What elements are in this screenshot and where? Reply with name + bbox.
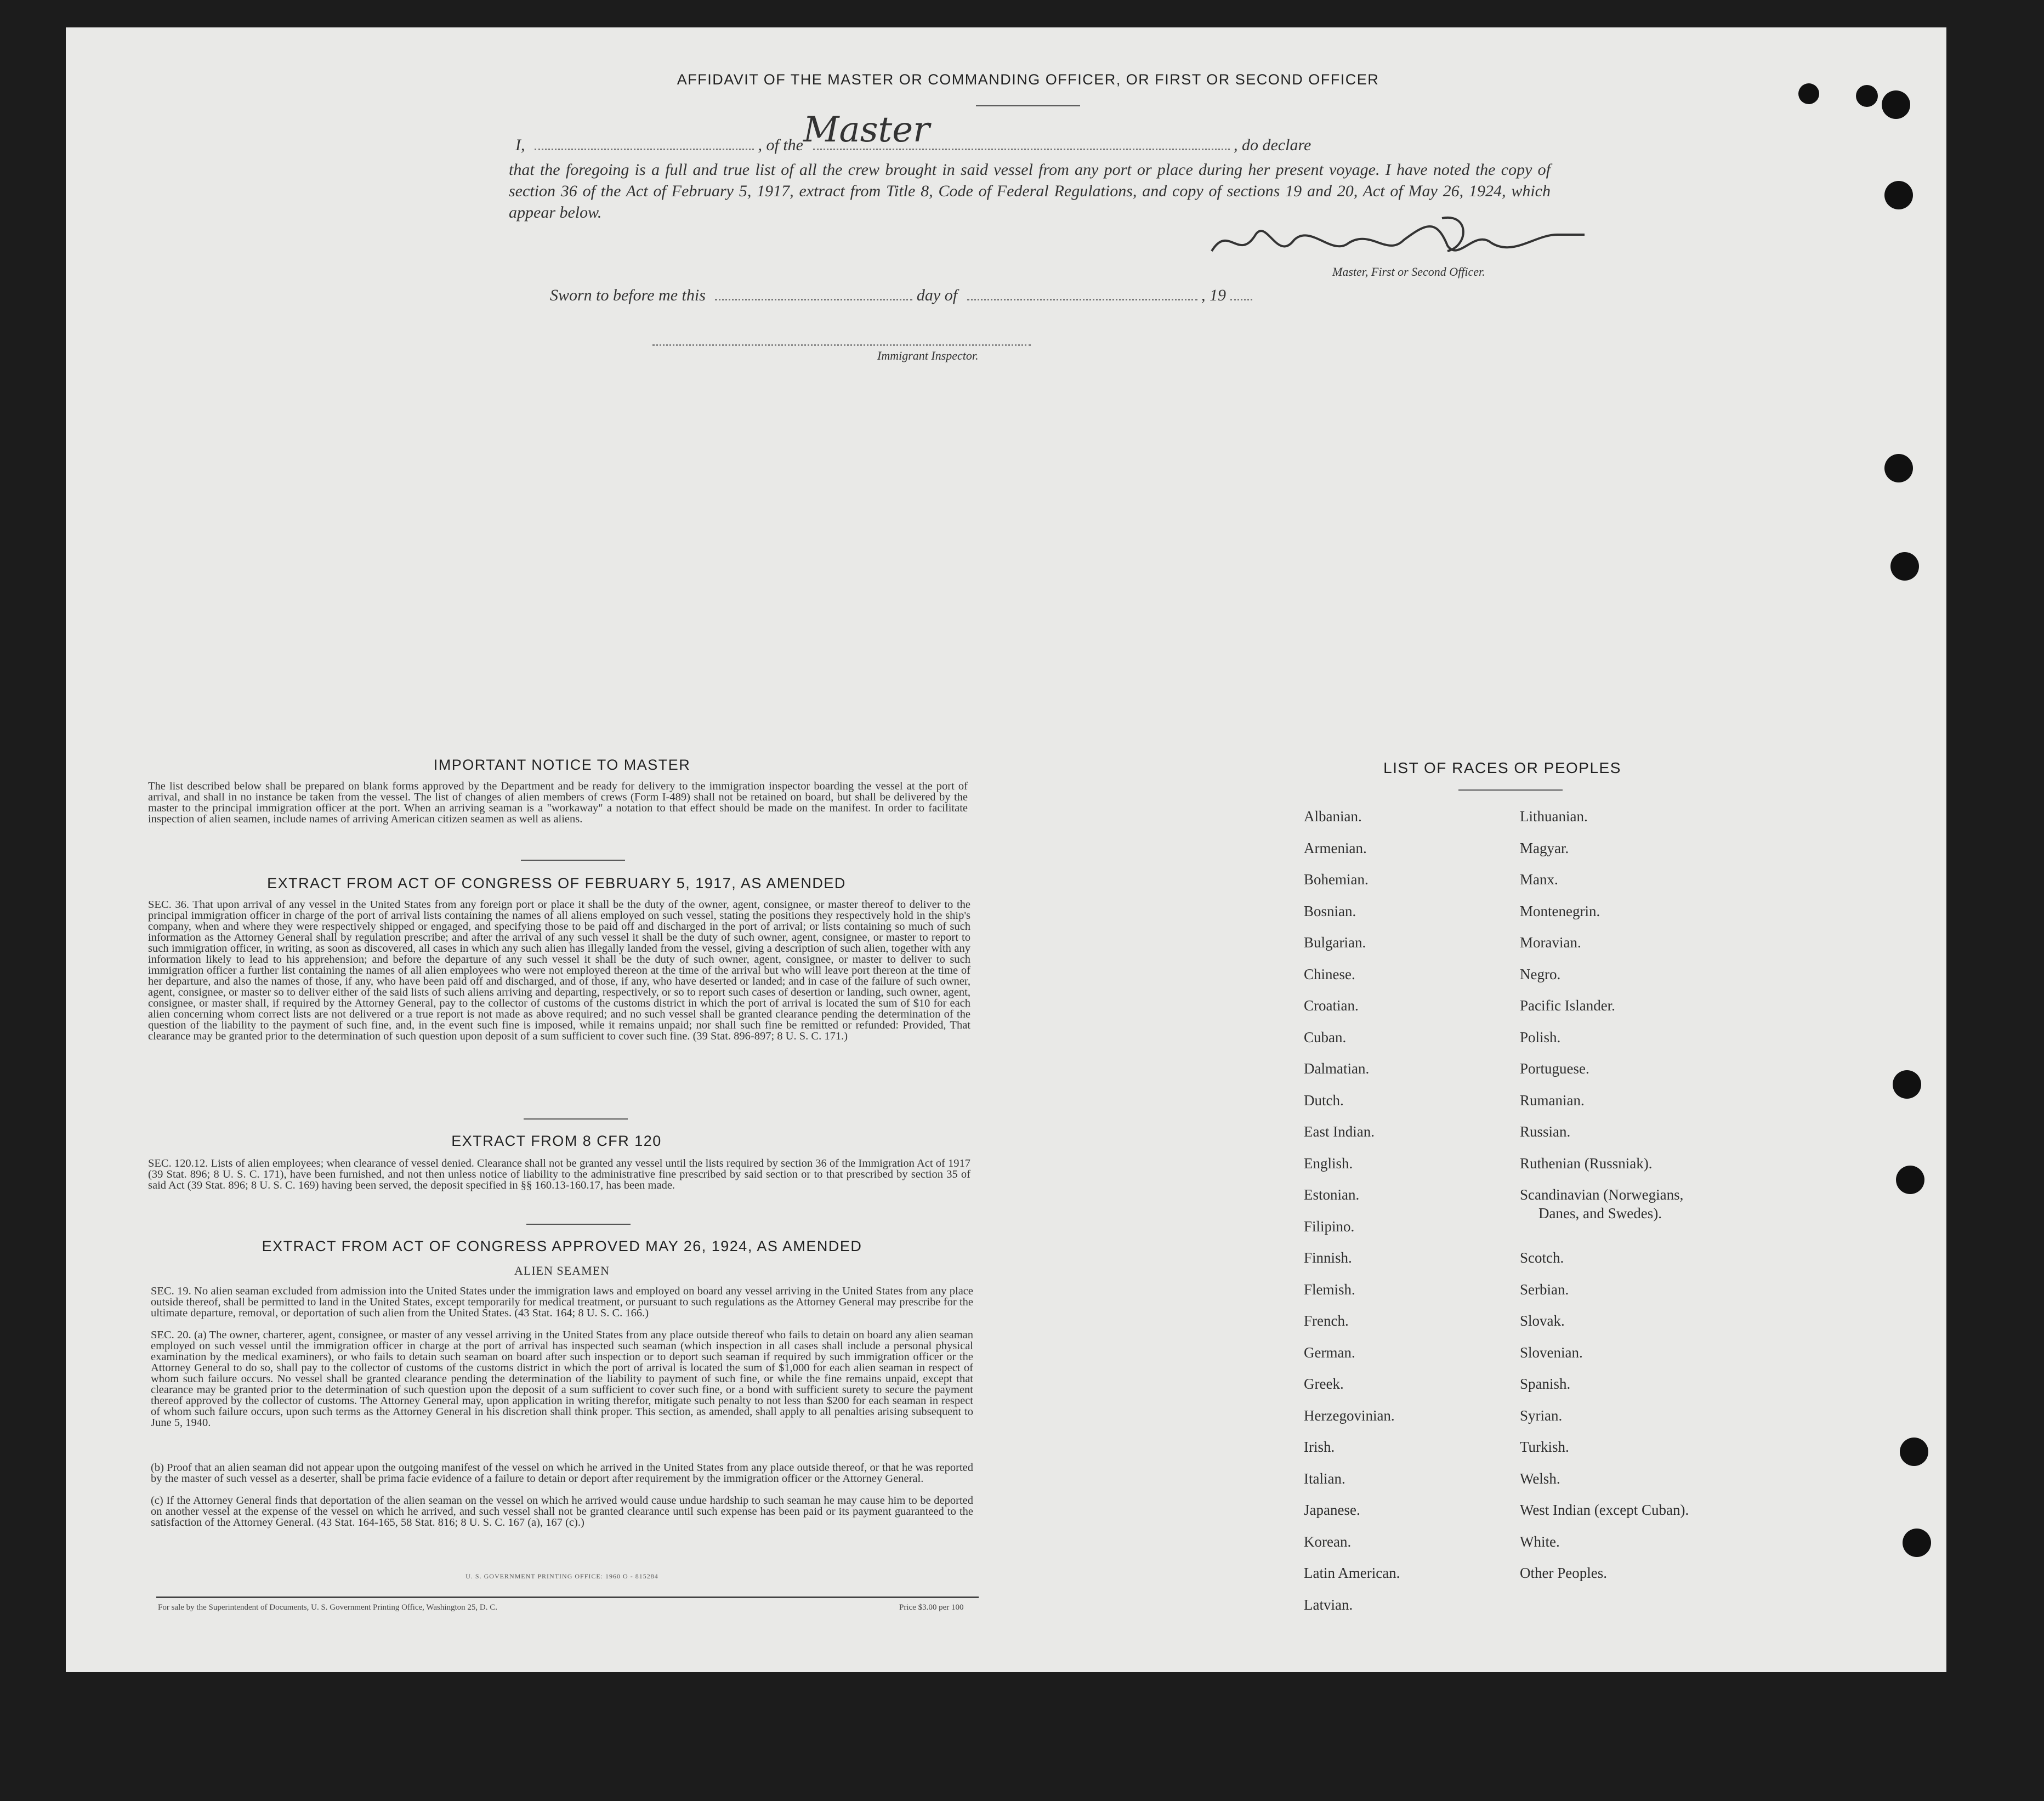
extract-cfr-body: SEC. 120.12. Lists of alien employees; when clearance of vessel denied. Clearance shall not be granted any vessel until the lists required by section 36 of the Immigration Act of 1917 (39 Stat. 896; 8 U. S. C. 171), have been furnished, and not then unless notice of liability to the administrative fine prescribed by said section or to that prescribed by section 35 of said Act (39 Stat. 896; 8 U. S. C. 169) having been served, the deposit specified in §§ 160.13-160.17, has been made. [148,1157,970,1191]
punch-hole [1900,1438,1928,1466]
price-notice: Price $3.00 per 100 [899,1603,964,1612]
race-item: Ruthenian (Russniak). [1520,1155,1653,1172]
race-item: Lithuanian. [1520,808,1588,825]
race-item: Russian. [1520,1123,1571,1140]
race-item: Latvian. [1304,1596,1353,1613]
race-item: Herzegovinian. [1304,1407,1395,1424]
race-item: Slovenian. [1520,1344,1583,1361]
extract-1924-subtitle: ALIEN SEAMEN [514,1264,610,1277]
section-divider [521,860,625,861]
race-item: Japanese. [1304,1502,1360,1518]
extract-cfr-title: EXTRACT FROM 8 CFR 120 [451,1133,662,1149]
race-item: Turkish. [1520,1439,1569,1455]
race-item: Bohemian. [1304,871,1369,888]
declaration-body: that the foregoing is a full and true list of all the crew brought in said vessel from any port or place during her present voyage. I have noted the copy of section 36 of the Act of February 5, 1917, extract from Title 8, Code of Federal Regulations, and copy of sections 19 and 20, Act of May 26, 1924, which appear below. [509,161,1551,221]
sworn-year-blank [1230,298,1252,300]
printing-office-imprint: U. S. GOVERNMENT PRINTING OFFICE: 1960 O - 815284 [465,1572,658,1580]
declaration-prefix: I, [515,136,525,154]
punch-hole [1884,181,1913,209]
extract-1924-sec19: SEC. 19. No alien seaman excluded from admission into the United States under the immigration laws and employed on board any vessel arriving in the United States from any place outside thereof, shall be permitted to land in the United States, except temporarily for medical treatment, or pursuant to such regulations as the Attorney General may prescribe for the ultimate departure, removal, or deportation of such alien from the United States. (43 Stat. 164; 8 U. S. C. 166.) [151,1285,973,1319]
race-item: Moravian. [1520,934,1581,951]
race-item: Croatian. [1304,997,1359,1014]
race-item: Albanian. [1304,808,1362,825]
declaration-of: , of the [758,136,803,154]
race-item: Bosnian. [1304,902,1356,919]
punch-hole [1798,83,1819,104]
punch-hole [1884,454,1913,482]
sworn-day-blank [715,298,912,300]
punch-hole [1896,1166,1924,1194]
race-item: Flemish. [1304,1281,1355,1298]
races-left-column [1304,808,1400,1628]
extract-1924-sec20b: (b) Proof that an alien seaman did not appear upon the outgoing manifest of the vessel on which he arrived in the United States from any place outside thereof, or that he was reported by the master of such vessel as a deserter, shall be prima facie evidence of a failure to detain or deport after requirement by the immigration officer or the Attorney General. [151,1462,973,1485]
sworn-month-blank [967,298,1197,300]
punch-hole [1893,1070,1921,1099]
footer-rule [156,1597,979,1598]
race-item: Portuguese. [1520,1060,1589,1077]
race-item: Manx. [1520,871,1558,888]
race-item: Scandinavian (Norwegians, [1520,1186,1684,1203]
race-item: Other Peoples. [1520,1565,1607,1581]
race-item: Rumanian. [1520,1092,1585,1109]
race-item: Filipino. [1304,1218,1355,1235]
race-item: Montenegrin. [1520,902,1600,919]
race-item: West Indian (except Cuban). [1520,1502,1689,1518]
races-right-column [1520,808,1689,1597]
race-item: English. [1304,1155,1353,1172]
race-item: Negro. [1520,965,1561,982]
extract-1924-sec20a: SEC. 20. (a) The owner, charterer, agent, consignee, or master of any vessel arriving in the United States from any place outside thereof who fails to detain on board any alien seaman employed on such vessel until the immigration officer in charge at the port of arrival has inspected such seaman (which inspection in all cases shall include a personal physical examination by the medical examiners), or who fails to detain such seaman on board after such inspection or to deport such seaman if required by such immigration officer or the Attorney General to do so, shall pay to the collector of customs of the customs district in which the port of arrival is located the sum of $1,000 for each alien seaman in respect of whom such failure occurs. No vessel shall be granted clearance pending the determination of the liability to payment of such fine, or while the fine remains unpaid, except that clearance may be granted prior to the determination of such question upon the deposit of a sum sufficient to cover such fine, or a bond with sufficient surety to secure the payment thereof approved by the collector of customs. The Attorney General may, upon application in writing therefor, mitigate such penalty to not less than $200 for each seaman in respect of whom such failure occurs, upon such terms as the Attorney General in his discretion shall think proper. This section, as amended, shall apply to all penalties arising subsequent to June 5, 1940. [151,1329,973,1429]
notice-body: The list described below shall be prepared on blank forms approved by the Department and be ready for delivery to the immigration inspector boarding the vessel at the port of arrival, and shall in no instance be taken from the vessel. The list of changes of alien members of crews (Form I-489) shall not be retained on board, but shall be delivered by the master to the principal immigration officer at the port. When an arriving seaman is a "workaway" a notation to that effect should be made on the manifest. In order to facilitate inspection of alien seamen, include names of arriving American citizen seamen as well as aliens. [148,780,968,825]
signature-name [1212,225,1541,247]
sworn-prefix: Sworn to before me this [550,286,706,304]
title-divider [976,105,1080,106]
race-item: Scotch. [1520,1249,1564,1266]
race-item: East Indian. [1304,1123,1375,1140]
inspector-caption: Immigrant Inspector. [877,349,979,362]
race-item: Bulgarian. [1304,934,1366,951]
race-item: Polish. [1520,1029,1561,1046]
extract-1924-sec20c: (c) If the Attorney General finds that deportation of the alien seaman on the vessel on which he arrived would cause undue hardship to such seaman he may cause him to be deported on another vessel at the expense of the vessel on which he arrived, and such vessel shall not be granted clearance until such expense has been paid or its payment guaranteed to the satisfaction of the Attorney General. (43 Stat. 164-165, 58 Stat. 816; 8 U. S. C. 167 (a), 167 (c).) [151,1495,973,1529]
race-item-continued: Danes, and Swedes). [1538,1205,1662,1222]
race-item: Spanish. [1520,1376,1571,1392]
race-item: White. [1520,1533,1560,1550]
race-item: French. [1304,1313,1349,1329]
race-item: Pacific Islander. [1520,997,1615,1014]
races-divider [1458,789,1563,791]
section-divider [524,1118,628,1120]
race-item: Dalmatian. [1304,1060,1370,1077]
race-item: Finnish. [1304,1249,1352,1266]
race-item: Italian. [1304,1470,1345,1487]
handwritten-title: Master [803,110,930,150]
races-title: LIST OF RACES OR PEOPLES [1383,759,1621,776]
sworn-day-label: day of [916,286,958,304]
race-item: Chinese. [1304,965,1355,982]
race-item: Latin American. [1304,1565,1400,1581]
punch-hole [1890,552,1919,581]
notice-title: IMPORTANT NOTICE TO MASTER [433,757,691,773]
race-item: Magyar. [1520,839,1569,856]
race-item: Irish. [1304,1439,1335,1455]
extract-1917-body: SEC. 36. That upon arrival of any vessel in the United States from any foreign port or place it shall be the duty of the owner, agent, consignee, or master thereof to deliver to the principal immigration officer in charge of the port of arrival lists containing the names of all aliens employed on such vessel, stating the positions they respectively hold in the ship's company, when and where they were respectively shipped or engaged, and specifying those to be paid off and discharged in the port of arrival; or lists containing so much of such information as the Attorney General shall by regulation prescribe; and after the arrival of any such vessel it shall be the duty of such owner, agent, consignee, or master to report to such immigration officer, in writing, as soon as discovered, all cases in which any such alien has illegally landed from the vessel, giving a description of such alien, together with any information likely to lead to his apprehension; and before the departure of any such vessel it shall be the duty of such owner, agent, consignee, or master to deliver to such immigration officer a further list containing the names of all alien employees who were not employed thereon at the time of the arrival but who will leave port thereon at the time of her departure, and also the names of those, if any, who have been paid off and discharged, and of those, if any, who have deserted or landed; and in case of the failure of such owner, agent, consignee, or master so to deliver either of the said lists of such aliens arriving and departing, respectively, or so to report such cases of desertion or landing, such owner, agent, consignee, or master shall, if required by the Attorney General, pay to the collector of customs of the customs district in which the port of arrival is located the sum of $10 for each alien concerning whom correct lists are not delivered or a true report is not made as above required; and no such vessel shall be granted clearance pending the determination of the question of the liability to the payment of such fine, and, in the event such fine is imposed, while it remains unpaid; nor shall such fine be remitted or refunded: Provided, That clearance may be granted prior to the determination of such question upon deposit of a sum sufficient to cover such fine. (39 Stat. 896-897; 8 U. S. C. 171.) [148,899,970,1042]
race-item: Korean. [1304,1533,1352,1550]
punch-hole [1882,90,1910,119]
race-item: Welsh. [1520,1470,1560,1487]
signature-caption: Master, First or Second Officer. [1332,265,1485,279]
race-item: Greek. [1304,1376,1344,1392]
race-item: Cuban. [1304,1029,1347,1046]
race-item: Serbian. [1520,1281,1569,1298]
race-item: Armenian. [1304,839,1367,856]
declaration-suffix: , do declare [1234,136,1311,154]
sworn-line [550,286,1318,308]
extract-1924-title: EXTRACT FROM ACT OF CONGRESS APPROVED MAY 26, 1924, AS AMENDED [262,1238,862,1254]
for-sale-notice: For sale by the Superintendent of Documents, U. S. Government Printing Office, Washington 25, D. C. [158,1603,497,1612]
race-item: Estonian. [1304,1186,1360,1203]
punch-hole [1856,85,1878,107]
punch-hole [1903,1529,1931,1557]
race-item: Slovak. [1520,1313,1565,1329]
affidavit-title: AFFIDAVIT OF THE MASTER OR COMMANDING OFFICER, OR FIRST OR SECOND OFFICER [677,71,1379,88]
declaration-line [515,136,1552,158]
sworn-year-label: , 19 [1201,286,1227,304]
race-item: Dutch. [1304,1092,1344,1109]
inspector-signature-line [652,344,1031,346]
section-divider [526,1224,631,1225]
race-item: Syrian. [1520,1407,1563,1424]
race-item: German. [1304,1344,1355,1361]
name-blank [535,148,754,150]
extract-1917-title: EXTRACT FROM ACT OF CONGRESS OF FEBRUARY 5, 1917, AS AMENDED [267,875,846,891]
